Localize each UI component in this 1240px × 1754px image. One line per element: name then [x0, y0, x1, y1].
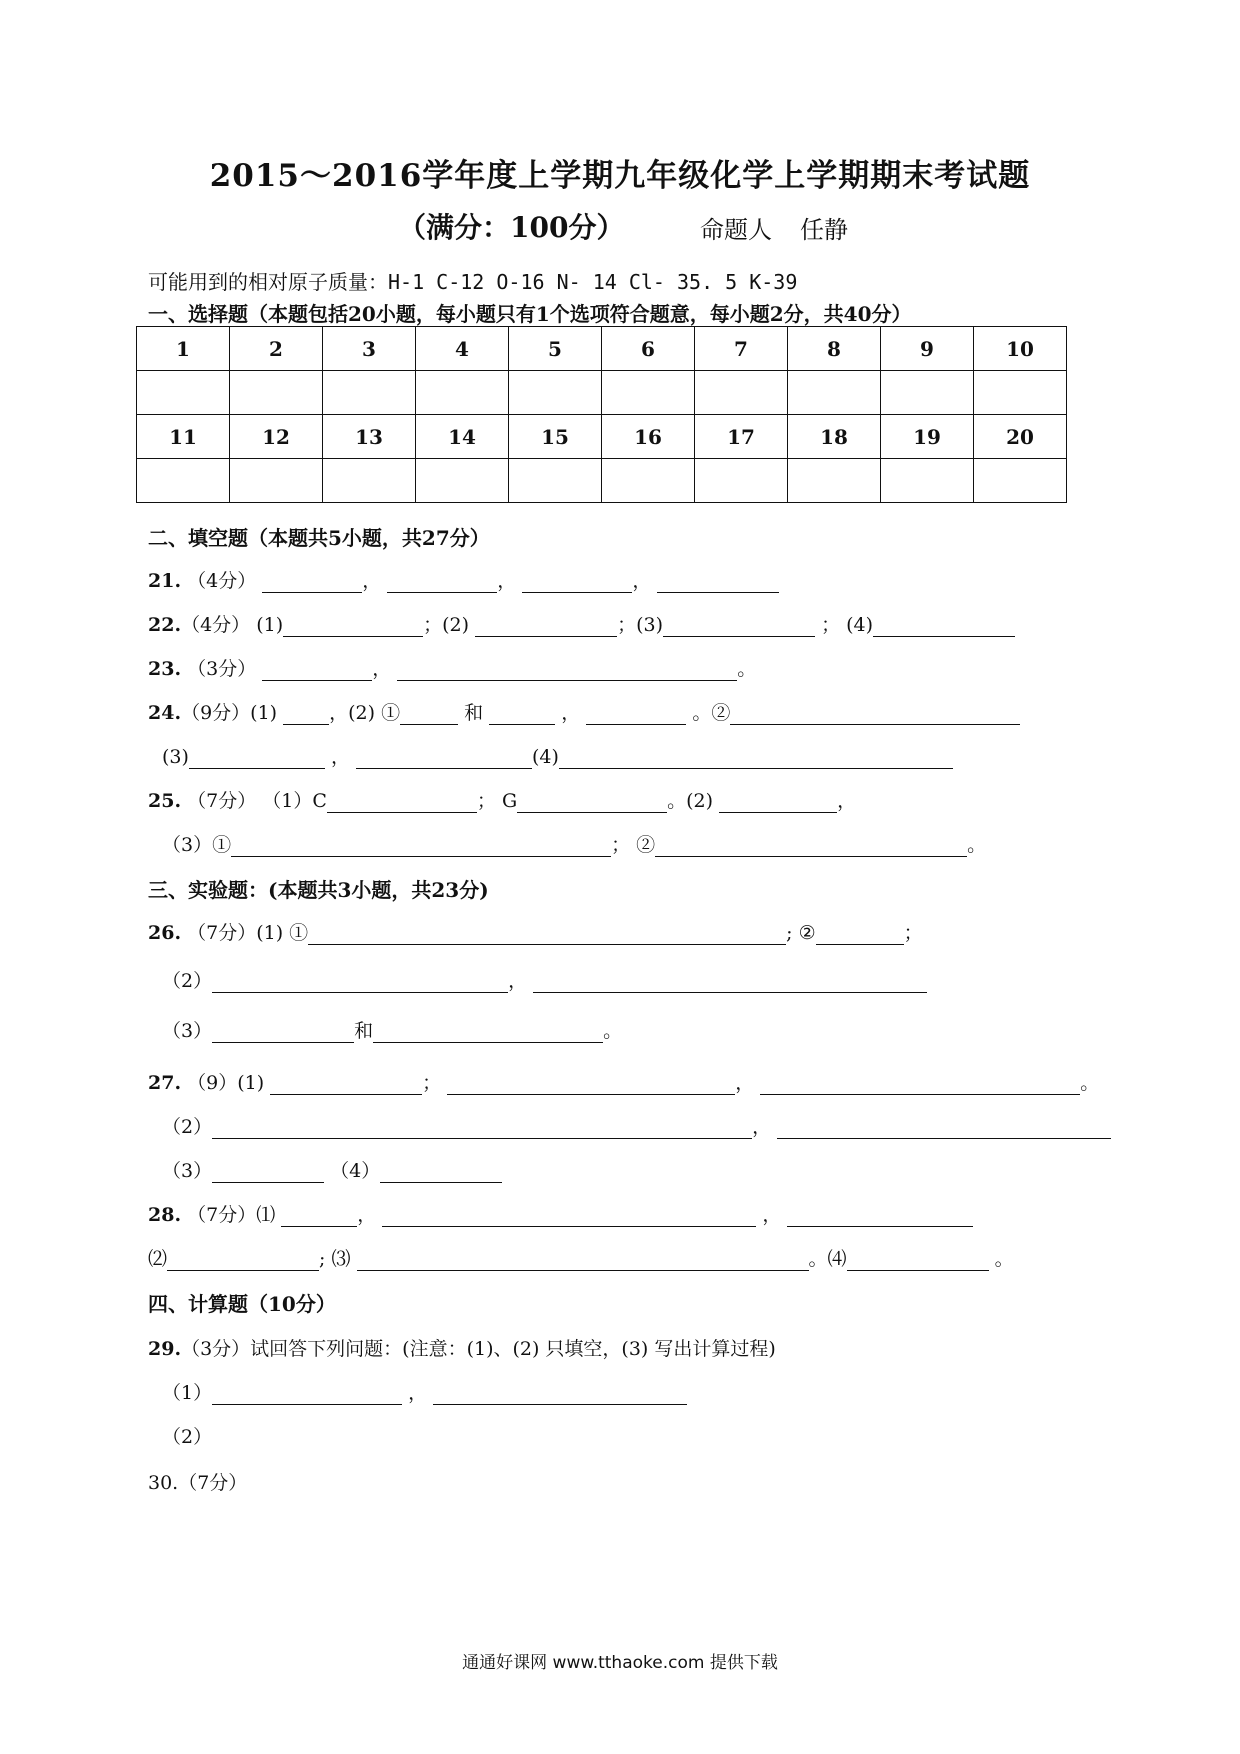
blank[interactable]: [231, 834, 611, 857]
question-number: 25.: [148, 790, 182, 812]
blank[interactable]: [212, 1020, 354, 1043]
blank[interactable]: [533, 970, 927, 993]
connector-he: 和: [464, 702, 484, 724]
table-cell: 8: [788, 327, 881, 371]
part-label: （2）: [162, 970, 213, 992]
table-cell: 15: [509, 415, 602, 459]
answer-cell[interactable]: [230, 371, 323, 415]
blank[interactable]: [262, 570, 362, 593]
part-label: （3）①: [162, 834, 232, 856]
part-label: (3): [636, 614, 664, 636]
part-label: （3）: [162, 1020, 213, 1042]
part-label: (4): [532, 746, 559, 768]
blank[interactable]: [212, 1160, 324, 1183]
answer-cell[interactable]: [137, 371, 230, 415]
blank[interactable]: [787, 1204, 973, 1227]
part-label: ; ②: [786, 922, 816, 944]
blank[interactable]: [400, 702, 458, 725]
blank[interactable]: [387, 570, 497, 593]
blank[interactable]: [281, 1204, 357, 1227]
table-cell: 11: [137, 415, 230, 459]
table-cell: 5: [509, 327, 602, 371]
table-cell: 17: [695, 415, 788, 459]
question-26-line-3: [162, 1016, 622, 1043]
question-points: （9）(1): [187, 1072, 265, 1094]
blank[interactable]: [447, 1072, 735, 1095]
question-points: （9分）: [181, 702, 251, 724]
blank[interactable]: [373, 1020, 603, 1043]
answer-table-header-row-1: [137, 327, 1067, 371]
punctuation: 。: [1080, 1072, 1100, 1094]
blank[interactable]: [397, 658, 737, 681]
blank[interactable]: [559, 746, 953, 769]
part-label: ②: [636, 834, 656, 856]
question-points: （7分）: [187, 790, 257, 812]
connector-he: 和: [354, 1020, 374, 1042]
section-experiment-heading: 三、实验题：(本题共3小题，共23分): [148, 878, 489, 902]
blank[interactable]: [262, 658, 372, 681]
answer-input-row-2: [137, 459, 1067, 503]
punctuation: 。: [994, 1248, 1014, 1270]
answer-table: [136, 326, 1067, 503]
blank[interactable]: [847, 1248, 989, 1271]
blank[interactable]: [433, 1382, 687, 1405]
question-number: 24.: [148, 702, 182, 724]
blank[interactable]: [167, 1248, 319, 1271]
punctuation: 。: [603, 1020, 623, 1042]
question-27: 27. （9）(1) ； ， 。: [148, 1072, 1100, 1094]
question-30: 30.（7分）: [148, 1472, 248, 1494]
blank[interactable]: [327, 790, 477, 813]
author-label: 命题人: [700, 216, 772, 244]
blank[interactable]: [522, 570, 632, 593]
part-label: ⑵: [148, 1248, 168, 1270]
answer-cell[interactable]: [416, 371, 509, 415]
part-label: ②: [711, 702, 731, 724]
table-cell: 16: [602, 415, 695, 459]
part-label: (1): [250, 702, 278, 724]
answer-cell[interactable]: [509, 371, 602, 415]
answer-cell[interactable]: [788, 459, 881, 503]
question-number: 21.: [148, 570, 182, 592]
footer-credit: 通通好课网 www.tthaoke.com 提供下载: [462, 1653, 778, 1673]
question-points: （7分）⑴: [187, 1204, 276, 1226]
table-cell: 9: [881, 327, 974, 371]
blank[interactable]: [730, 702, 1020, 725]
question-22: 22.（4分） (1) ；(2) ；(3) ； (4): [148, 610, 1015, 637]
question-text: （3分）试回答下列问题：(注意：(1)、(2) 只填空，(3) 写出计算过程): [181, 1338, 776, 1360]
question-24: 24.（9分）(1) ，(2) ① 和 ， 。②: [148, 698, 1020, 725]
blank[interactable]: [308, 922, 786, 945]
question-29: [148, 1334, 776, 1361]
part-label: （2）: [162, 1426, 213, 1448]
question-points: （4分）: [181, 614, 251, 636]
table-cell: 4: [416, 327, 509, 371]
table-cell: 13: [323, 415, 416, 459]
answer-cell[interactable]: [974, 371, 1067, 415]
question-28: 28. （7分）⑴ ， ，: [148, 1200, 973, 1227]
part-label: （1）C: [262, 790, 327, 812]
part-label: 。⑷: [808, 1248, 847, 1270]
question-number: 27.: [148, 1072, 182, 1094]
answer-cell[interactable]: [974, 459, 1067, 503]
author-name: 任静: [800, 216, 848, 244]
punctuation: 。: [737, 658, 757, 680]
part-label: (2) ①: [348, 702, 401, 724]
question-23: 23. （3分） ， 。: [148, 658, 757, 680]
question-28-line-2: [148, 1244, 1014, 1271]
blank[interactable]: [475, 614, 617, 637]
table-cell: 14: [416, 415, 509, 459]
section-fill-heading: 二、填空题（本题共5小题，共27分）: [148, 526, 490, 550]
answer-cell[interactable]: [881, 459, 974, 503]
answer-cell[interactable]: [695, 459, 788, 503]
table-cell: 18: [788, 415, 881, 459]
blank[interactable]: [356, 746, 532, 769]
blank[interactable]: [283, 614, 423, 637]
part-label: （2）: [162, 1116, 213, 1138]
part-label: 。(2): [667, 790, 714, 812]
question-25-line-2: （3）① ； ② 。: [162, 834, 987, 856]
blank[interactable]: [380, 1160, 502, 1183]
question-number: 23.: [148, 658, 182, 680]
part-label: (4): [846, 614, 874, 636]
blank[interactable]: [283, 702, 329, 725]
answer-cell[interactable]: [323, 459, 416, 503]
section-calc-heading: 四、计算题（10分）: [148, 1292, 336, 1316]
part-label: ; ⑶: [319, 1248, 351, 1270]
blank[interactable]: [655, 834, 967, 857]
blank[interactable]: [517, 790, 667, 813]
question-29-line-2: （1） ，: [162, 1378, 687, 1405]
blank[interactable]: [270, 1072, 422, 1095]
question-24-line-2: (3) ， (4): [162, 742, 953, 769]
table-cell: 7: [695, 327, 788, 371]
blank[interactable]: [873, 614, 1015, 637]
blank[interactable]: [663, 614, 815, 637]
question-26: 26. （7分）(1) ① ; ② ；: [148, 922, 923, 944]
question-26-line-2: （2） ，: [162, 966, 927, 993]
part-label: （4）: [330, 1160, 381, 1182]
blank[interactable]: [357, 1248, 809, 1271]
table-cell: 2: [230, 327, 323, 371]
table-cell: 19: [881, 415, 974, 459]
answer-cell[interactable]: [509, 459, 602, 503]
table-cell: 12: [230, 415, 323, 459]
blank[interactable]: [212, 1116, 752, 1139]
part-label: （3）: [162, 1160, 213, 1182]
question-number: 26.: [148, 922, 182, 944]
part-label: (1): [256, 614, 284, 636]
punctuation: 。: [967, 834, 987, 856]
table-cell: 20: [974, 415, 1067, 459]
question-29-line-3: [162, 1422, 212, 1449]
answer-input-row-1: [137, 371, 1067, 415]
question-25: 25. （7分） （1）C ； G 。(2) ，: [148, 790, 857, 812]
table-cell: 10: [974, 327, 1067, 371]
atomic-mass-line: 可能用到的相对原子质量：H-1 C-12 O-16 N- 14 Cl- 35. 5 K-39: [148, 270, 798, 294]
part-label: (2): [442, 614, 470, 636]
part-label: G: [501, 790, 518, 812]
blank[interactable]: [489, 702, 555, 725]
question-number: 28.: [148, 1204, 182, 1226]
question-27-line-3: [162, 1156, 502, 1183]
answer-cell[interactable]: [695, 371, 788, 415]
answer-cell[interactable]: [416, 459, 509, 503]
answer-table-header-row-2: [137, 415, 1067, 459]
question-number: 22.: [148, 614, 182, 636]
answer-cell[interactable]: [788, 371, 881, 415]
answer-cell[interactable]: [881, 371, 974, 415]
blank[interactable]: [816, 922, 904, 945]
part-label: （1）: [162, 1382, 213, 1404]
blank[interactable]: [657, 570, 779, 593]
question-21: 21. （4分） ， ， ，: [148, 566, 779, 593]
answer-cell[interactable]: [323, 371, 416, 415]
answer-cell[interactable]: [602, 371, 695, 415]
question-points: （3分）: [187, 658, 257, 680]
blank[interactable]: [189, 746, 325, 769]
blank[interactable]: [777, 1116, 1111, 1139]
answer-cell[interactable]: [137, 459, 230, 503]
answer-cell[interactable]: [602, 459, 695, 503]
question-27-line-2: （2） ，: [162, 1112, 1111, 1139]
blank[interactable]: [719, 790, 837, 813]
table-cell: 1: [137, 327, 230, 371]
question-number: 29.: [148, 1338, 182, 1360]
blank[interactable]: [382, 1204, 756, 1227]
blank[interactable]: [760, 1072, 1080, 1095]
part-label: (3): [162, 746, 189, 768]
question-points: （4分）: [187, 570, 257, 592]
table-cell: 3: [323, 327, 416, 371]
section-choice-heading: 一、选择题（本题包括20小题，每小题只有1个选项符合题意，每小题2分，共40分）: [148, 302, 912, 326]
exam-title: 2015～2016学年度上学期九年级化学上学期期末考试题: [209, 158, 1031, 194]
blank[interactable]: [212, 970, 508, 993]
question-points: （7分）(1) ①: [187, 922, 309, 944]
full-score: （满分：100分）: [398, 211, 625, 244]
answer-cell[interactable]: [230, 459, 323, 503]
blank[interactable]: [586, 702, 686, 725]
table-cell: 6: [602, 327, 695, 371]
blank[interactable]: [212, 1382, 402, 1405]
